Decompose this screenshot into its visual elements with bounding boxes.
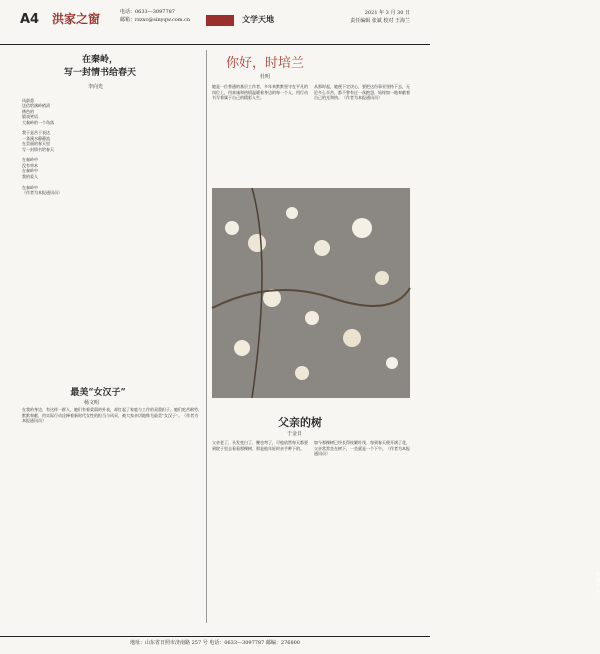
- article-author: 杨文明: [84, 400, 100, 406]
- article-title: 父亲的树: [278, 416, 322, 429]
- article-body: 如今那棵树已经长得枝繁叶茂，每到春天便开满了花，父亲常常坐在树下，一坐就是一个下午。（作者为本报通讯员）: [314, 440, 410, 457]
- issue-date: 2021 年 3 月 30 日: [364, 10, 410, 16]
- article-title: 在秦岭， 写一封情书给春天: [63, 55, 136, 78]
- article-author: 杜明: [260, 74, 271, 80]
- blossom-image: [212, 188, 410, 398]
- contact-line: 邮箱：rzzxc@sinyqw.com.cn: [120, 17, 191, 23]
- masthead: [0, 0, 430, 45]
- section-marker: [206, 15, 234, 26]
- section-title: 文学天地: [242, 15, 274, 24]
- contact-line: 电话：0633—3097787: [120, 9, 175, 15]
- article-body: 在我的身边，有这样一群人，她们有着柔弱的外表，却扛起了家庭与工作的双重担子。她们吃苦耐劳、默默奉献，用实际行动诠释着新时代女性的担当与风采，被大家亲切地称为最美“女汉子”。（作者为本报通讯员）: [22, 407, 202, 424]
- article-body: 从那时起，她便下定决心，要把这份事业坚持下去，无论多么辛苦，都不曾有过一丝抱怨，始终如一地奉献着自己的光和热。（作者为本报通讯员）: [314, 84, 410, 101]
- column-divider: [206, 50, 207, 623]
- article-author: 于金日: [287, 431, 303, 437]
- article-body: 她是一位普通的基层工作者，多年来默默坚守在平凡的岗位上，用真诚和热情温暖着身边的每一个人，用行动书写着属于自己的精彩人生。: [212, 84, 308, 101]
- date-block: [350, 9, 410, 25]
- page-number: A4: [20, 12, 40, 27]
- article-title: 你好，时培兰: [225, 56, 304, 71]
- article-body: 父亲老了，头发变白了，腰也弯了，可他依然每天都要到院子里去看看那棵树，那是他年轻时亲手种下的。: [212, 440, 308, 451]
- article-title: 最美“女汉子”: [70, 388, 126, 398]
- contact-info: [120, 8, 190, 24]
- poem-body: 风最重 送信给满岭梢清 绣色的 嬉戏笑语 大秦岭的一个角落 我于是苦于表达 一条溪水静静流 在美丽的春天里 写一封情书给春天 在秦岭中 没有草木 在秦岭中 我的爱人 在秦岭中 （作者为本报通讯员）: [22, 98, 62, 195]
- photo-caption: 陈德毅 摄: [596, 571, 600, 594]
- article-author: 李向光: [88, 84, 104, 90]
- footer: 地址：山东省日照市济南路 257 号 电话：0633—3097787 邮编：276800: [0, 636, 430, 646]
- editor-line: 责任编辑 张斌 校对 王海兰: [350, 18, 410, 24]
- brand-name: 洪家之窗: [52, 12, 101, 26]
